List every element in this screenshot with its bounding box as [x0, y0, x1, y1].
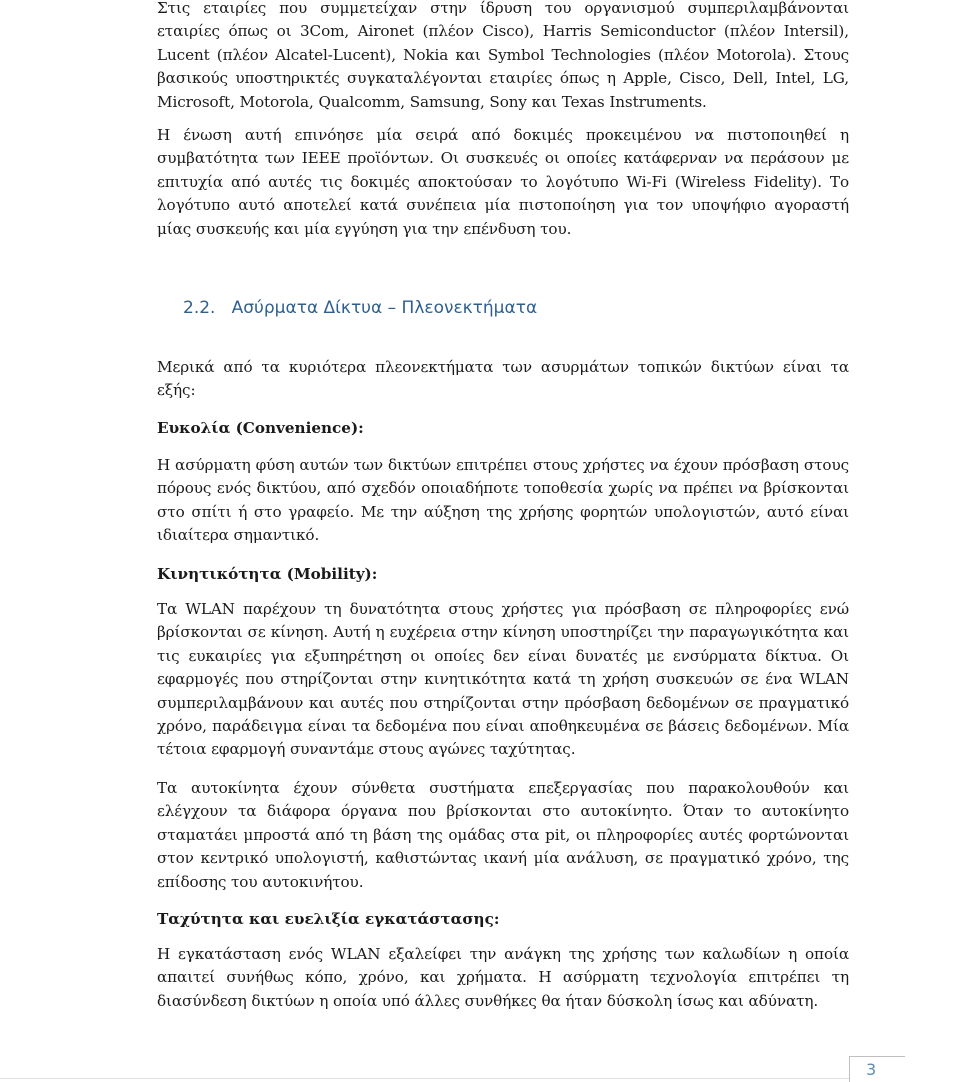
paragraph-speed: Η εγκατάσταση ενός WLAN εξαλείφει την ανάγκη της χρήσης των καλωδίων η οποία απαιτεί συνήθως κόπο, χρόνο, και χρήματα. Η ασύρματη τεχνολογία επιτρέπει τη διασύνδεση δικτύων η οποία υπό άλλες συνθήκες θα ήταν δύσκολη ίσως και αδύνατη. [157, 945, 849, 1010]
footer-rule [0, 1078, 849, 1079]
heading-convenience: Ευκολία (Convenience): [157, 419, 364, 437]
paragraph-certification: Η ένωση αυτή επινόησε μία σειρά από δοκιμές προκειμένου να πιστοποιηθεί η συμβατότητα των IEEE προϊόντων. Οι συσκευές οι οποίες κατάφερναν να περάσουν με επιτυχία από αυτές τις δοκιμές αποκτούσαν το λογότυπο Wi-Fi (Wireless Fidelity). Το λογότυπο αυτό αποτελεί κατά συνέπεια μία πιστοποίηση για τον υποψήφιο αγοραστή μίας συσκευής και μία εγγύηση για την επένδυση του. [157, 126, 849, 238]
page-number: 3 [866, 1060, 877, 1079]
paragraph-intro: Μερικά από τα κυριότερα πλεονεκτήματα των ασυρμάτων τοπικών δικτύων είναι τα εξής: [157, 358, 849, 400]
section-heading: 2.2. Ασύρματα Δίκτυα – Πλεονεκτήματα [183, 298, 538, 318]
heading-mobility: Κινητικότητα (Mobility): [157, 565, 378, 583]
heading-speed: Ταχύτητα και ευελιξία εγκατάστασης: [157, 910, 500, 928]
page-number-box [849, 1056, 905, 1082]
paragraph-mobility: Τα WLAN παρέχουν τη δυνατότητα στους χρήστες για πρόσβαση σε πληροφορίες ενώ βρίσκονται σε κίνηση. Αυτή η ευχέρεια στην κίνηση υποστηρίζει την παραγωγικότητα και τις ευκαιρίες για εξυπηρέτηση οι οποίες δεν είναι δυνατές με ενσύρματα δίκτυα. Οι εφαρμογές που στηρίζονται στην κινητικότητα κατά τη χρήση συσκευών σε ένα WLAN συμπεριλαμβάνουν και αυτές που στηρίζονται στην πρόσβαση δεδομένων σε πραγματικό χρόνο, παράδειγμα είναι τα δεδομένα που είναι αποθηκευμένα σε βάσεις δεδομένων. Μία τέτοια εφαρμογή συναντάμε στους αγώνες ταχύτητας. [157, 600, 849, 759]
paragraph-founding-companies: Στις εταιρίες που συμμετείχαν στην ίδρυση του οργανισμού συμπεριλαμβάνονται εταιρίες όπως οι 3Com, Aironet (πλέον Cisco), Harris Semiconductor (πλέον Intersil), Lucent (πλέον Alcatel-Lucent), Nokia και Symbol Technologies (πλέον Motorola). Στους βασικούς υποστηρικτές συγκαταλέγονται εταιρίες όπως η Apple, Cisco, Dell, Intel, LG, Microsoft, Motorola, Qualcomm, Samsung, Sony και Texas Instruments. [157, 0, 849, 111]
paragraph-convenience: Η ασύρματη φύση αυτών των δικτύων επιτρέπει στους χρήστες να έχουν πρόσβαση στους πόρους ενός δικτύου, από σχεδόν οποιαδήποτε τοποθεσία χωρίς να πρέπει να βρίσκονται στο σπίτι ή στο γραφείο. Με την αύξηση της χρήσης φορητών υπολογιστών, αυτό είναι ιδιαίτερα σημαντικό. [157, 456, 849, 545]
paragraph-cars: Τα αυτοκίνητα έχουν σύνθετα συστήματα επεξεργασίας που παρακολουθούν και ελέγχουν τα διάφορα όργανα που βρίσκονται στο αυτοκίνητο. Όταν το αυτοκίνητο σταματάει μπροστά από τη βάση της ομάδας στα pit, οι πληροφορίες αυτές φορτώνονται στον κεντρικό υπολογιστή, καθιστώντας ικανή μία ανάλυση, σε πραγματικό χρόνο, της επίδοσης του αυτοκινήτου. [157, 779, 849, 891]
